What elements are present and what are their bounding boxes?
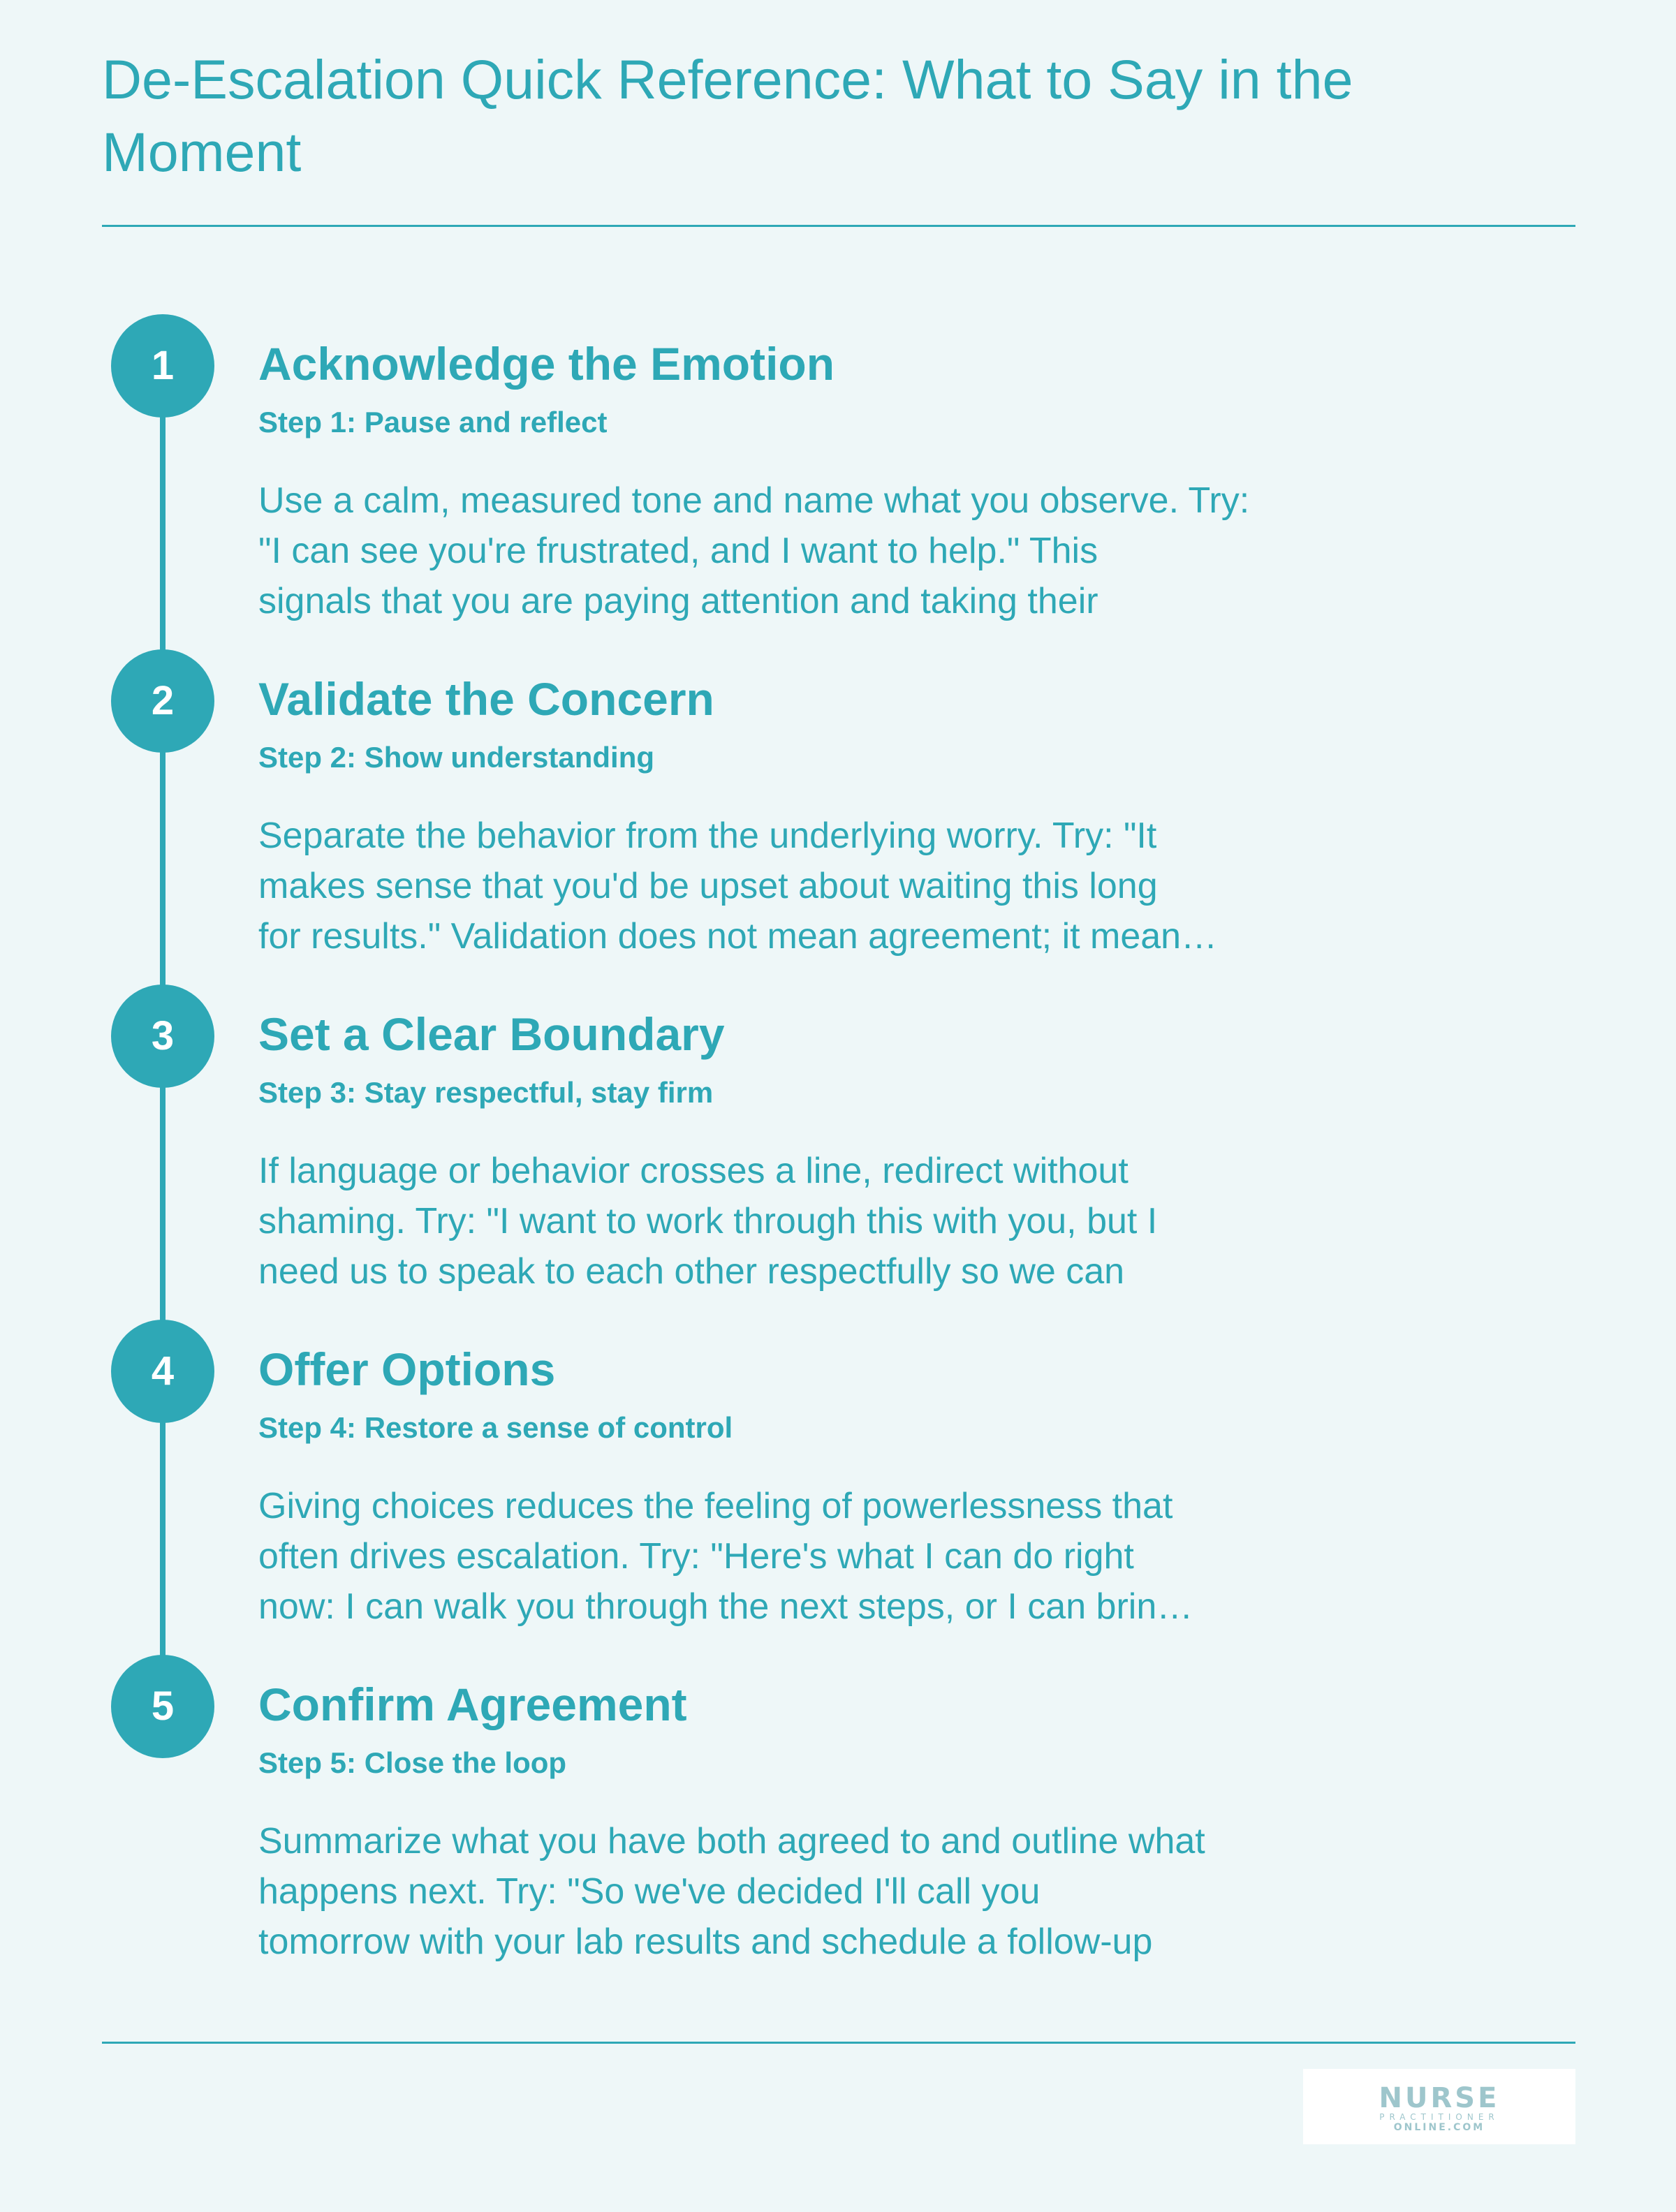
step-subheading: Step 1: Pause and reflect	[258, 406, 608, 438]
step-description-line: often drives escalation. Try: "Here's what I can do right	[258, 1536, 1134, 1577]
top-divider	[102, 225, 1575, 227]
step-description-line: If language or behavior crosses a line, redirect without	[258, 1151, 1129, 1191]
step-description-line: tomorrow with your lab results and schedule a follow-up	[258, 1922, 1153, 1962]
step-description-line: for results." Validation does not mean agreement; it mean…	[258, 916, 1218, 957]
step-description-line: Giving choices reduces the feeling of powerlessness that	[258, 1486, 1173, 1526]
step-item	[258, 1006, 1376, 1297]
step-heading: Offer Options	[258, 1343, 556, 1395]
step-description-line: Separate the behavior from the underlying worry. Try: "It	[258, 816, 1157, 856]
step-subheading: Step 4: Restore a sense of control	[258, 1411, 733, 1444]
step-description	[258, 1816, 1362, 1967]
step-subheading: Step 3: Stay respectful, stay firm	[258, 1076, 714, 1109]
step-number-circle: 3	[111, 985, 214, 1088]
step-number-circle: 2	[111, 649, 214, 753]
step-heading: Confirm Agreement	[258, 1679, 687, 1730]
step-subheading: Step 2: Show understanding	[258, 741, 655, 774]
step-heading: Set a Clear Boundary	[258, 1008, 725, 1060]
step-description	[258, 1481, 1362, 1632]
step-number-circle: 1	[111, 314, 214, 418]
bottom-divider	[102, 2042, 1575, 2044]
step-description	[258, 475, 1362, 626]
step-number-circle: 4	[111, 1320, 214, 1423]
step-description-line: happens next. Try: "So we've decided I'll call you	[258, 1871, 1041, 1912]
step-description-line: Use a calm, measured tone and name what you observe. Try:	[258, 480, 1250, 521]
logo-subtitle: PRACTITIONER	[1379, 2112, 1499, 2122]
page-title: De-Escalation Quick Reference: What to Say in the Moment	[102, 48, 1353, 183]
step-item	[258, 336, 1376, 626]
logo-domain: ONLINE.COM	[1393, 2122, 1485, 2133]
step-item	[258, 671, 1376, 961]
step-description-line: makes sense that you'd be upset about waiting this long	[258, 866, 1158, 906]
step-description-line: need us to speak to each other respectfully so we can	[258, 1251, 1125, 1292]
step-description-line: now: I can walk you through the next steps, or I can brin…	[258, 1586, 1193, 1627]
step-description-line: signals that you are paying attention and taking their	[258, 581, 1098, 621]
step-heading: Validate the Concern	[258, 673, 714, 725]
step-item	[258, 1341, 1376, 1632]
step-description-line: "I can see you're frustrated, and I want to help." This	[258, 531, 1098, 571]
step-subheading: Step 5: Close the loop	[258, 1746, 567, 1779]
step-description	[258, 811, 1362, 961]
step-description-line: shaming. Try: "I want to work through this with you, but I	[258, 1201, 1158, 1241]
step-description	[258, 1146, 1362, 1297]
step-heading: Acknowledge the Emotion	[258, 338, 835, 390]
brand-logo	[1303, 2069, 1575, 2144]
step-number-circle: 5	[111, 1655, 214, 1758]
step-description-line: Summarize what you have both agreed to and outline what	[258, 1821, 1205, 1861]
logo-wordmark: NURSE	[1379, 2082, 1500, 2114]
step-item	[258, 1676, 1376, 1967]
